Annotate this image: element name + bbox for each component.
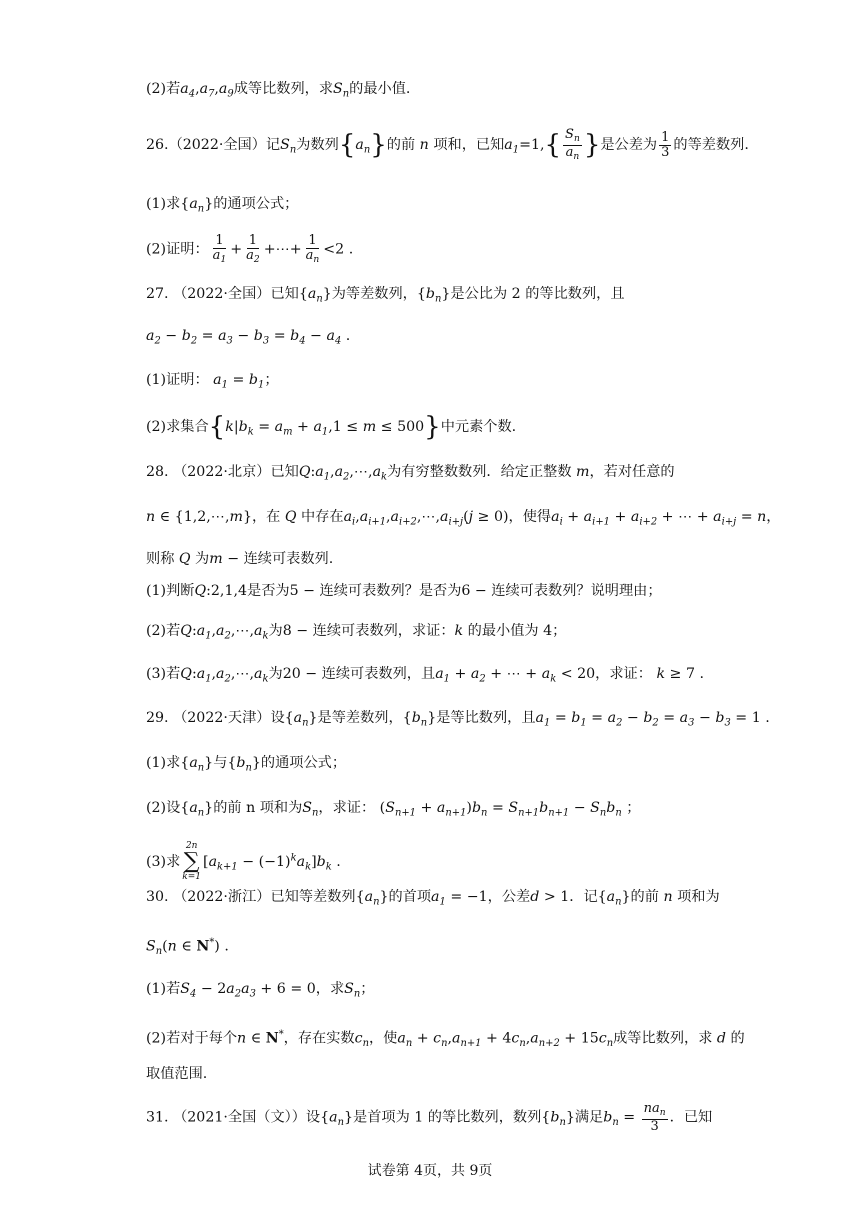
q31-header: 31. （2021·全国（文））设$\{a_n\}$是首项为 1 的等比数列，数列$\{b_n\}$满足$b_n$ = $\frac{na_n}{3}$ ．已知 — [146, 1101, 713, 1134]
q28-part3: (3)若$Q:a_1,a_2,\cdots,a_k$为20 − 连续可表数列，且$a_1 + a_2$ + ⋯ + $a_k < 20$，求证： k ≥ 7 . — [146, 666, 705, 685]
q28-line2: n ∈ {1,2,⋯,m}，在 Q 中存在$a_i,a_{i+1},a_{i+2},\cdots,a_{i+j}(j \ge 0)$，使得$a_i + a_{i+1} + a_{i+2}$ + ⋯ + $a_{i+j} = n$， — [146, 509, 781, 528]
q30-line-end: 取值范围. — [146, 1066, 208, 1082]
q29-part3: (3)求 2n ∑ k=1 $[a_{k+1} - (-1)^ka_k]b_k$ . — [146, 841, 341, 882]
q30-line2: $S_n(n$ ∈ N*) . — [146, 937, 229, 957]
q25-part2: (2)若$a_4,a_7,a_9$成等比数列，求$S_n$的最小值. — [146, 81, 411, 100]
q26-part1: (1)求$\{a_n\}$的通项公式； — [146, 196, 299, 215]
q28-part2: (2)若$Q:a_1,a_2,\cdots,a_k$为8 − 连续可表数列，求证：k 的最小值为 4； — [146, 623, 567, 642]
q26-part2: (2)证明： $\frac{1}{a_1}$ + $\frac{1}{a_2}$ +⋯+ $\frac{1}{a_n}$ <2 . — [146, 233, 354, 265]
page-footer: 试卷第 4页，共 9页 — [367, 1163, 493, 1179]
q28-line3: 则称 Q 为m − 连续可表数列. — [146, 551, 334, 567]
q29-part1: (1)求$\{a_n\}$与$\{b_n\}$的通项公式； — [146, 755, 347, 774]
q29-part2: (2)设$\{a_n\}$的前 n 项和为$S_n$，求证： $(S_{n+1} + a_{n+1})b_n = S_{n+1}b_{n+1} - S_nb_n$ ； — [146, 800, 641, 819]
q30-part1: (1)若$S_4 - 2a_2a_3 + 6 = 0$，求$S_n$； — [146, 981, 375, 1000]
q26-header: 26.（2022·全国）记$S_n$为数列$\{a_n\}$的前 n 项和，已知$a_1=1$,{ $\frac{S_n}{a_n}$ }是公差为 $\frac{1}{3}$ 的等差数列. — [146, 127, 749, 162]
q27-part1: (1)证明： $a_1 = b_1$； — [146, 372, 279, 391]
q30-part2: (2)若对于每个n ∈ N*，存在实数$c_n$，使$a_n + c_n,a_{n+1} + 4c_n,a_{n+2} + 15c_n$成等比数列，求 d 的 — [146, 1029, 745, 1049]
q29-header: 29. （2022·天津）设$\{a_n\}$是等差数列，$\{b_n\}$是等比数列，且$a_1 = b_1 = a_2 - b_2 = a_3 - b_3 = 1$ . — [146, 710, 770, 729]
q28-part1: (1)判断Q:2,1,4是否为5 − 连续可表数列？是否为6 − 连续可表数列？说明理由； — [146, 583, 662, 599]
q30-header: 30. （2022·浙江）已知等差数列$\{a_n\}$的首项$a_1 = -1$，公差d > 1．记$\{a_n\}$的前 n 项和为 — [146, 889, 720, 908]
q27-header: 27. （2022·全国）已知$\{a_n\}$为等差数列，$\{b_n\}$是公比为 2 的等比数列，且 — [146, 286, 625, 305]
q27-part2: (2)求集合$\{k|b_k = a_m + a_1,1 \le m \le 500\}$中元素个数. — [146, 412, 517, 442]
q27-cond: $a_2 - b_2 = a_3 - b_3 = b_4 - a_4$ . — [146, 328, 351, 347]
q28-header: 28. （2022·北京）已知$Q:a_1,a_2,\cdots,a_k$为有穷整数数列．给定正整数 m，若对任意的 — [146, 464, 675, 483]
